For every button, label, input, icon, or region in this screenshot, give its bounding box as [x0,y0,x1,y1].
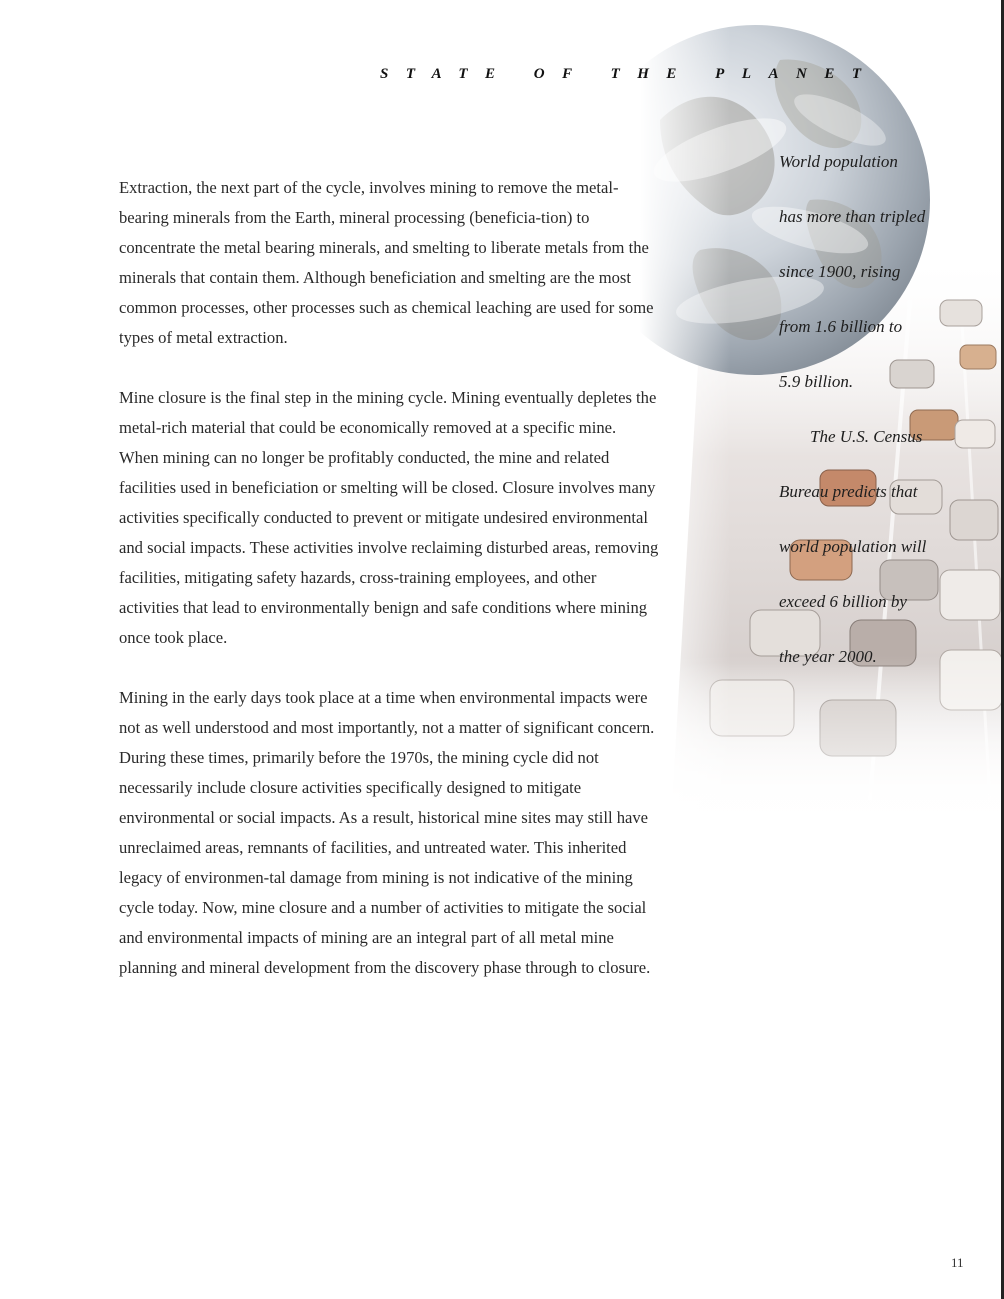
main-body-text [119,173,659,1013]
sidebar-line: from 1.6 billion to [779,317,903,336]
sidebar-line: Bureau predicts that [779,482,918,501]
running-header: STATE OF THE PLANET [380,66,879,82]
paragraph-early-mining: Mining in the early days took place at a time when environmental impacts were not as well understood and most importantly, not a matter of significant concern. During these times, primarily before the 1970s, the mining cycle did not necessarily include closure activities specifically designed to mitigate environmental or social impacts. As a result, historical mine sites may still have unreclaimed areas, remnants of facilities, and untreated water. This inherited legacy of environmen-tal damage from mining is not indicative of the mining cycle today. Now, mine closure and a number of activities to mitigate the social and environmental impacts of mining are an integral part of all metal mine planning and mineral development from the discovery phase through to closure. [119,688,655,977]
sidebar-line: has more than tripled [779,207,926,226]
sidebar-pull-quote [779,134,979,684]
sidebar-line: The U.S. Census [810,427,923,446]
page-number: 11 [951,1255,964,1270]
sidebar-line: exceed 6 billion by [779,592,907,611]
paragraph-mine-closure: Mine closure is the final step in the mining cycle. Mining eventually depletes the metal-rich material that could be economically removed at a specific mine. When mining can no longer be profitably conducted, the mine and related facilities used in beneficiation or smelting will be closed. Closure involves many activities specifically conducted to prevent or mitigate undesired environmental and social impacts. These activities involve reclaiming disturbed areas, removing facilities, mitigating safety hazards, cross-training employees, and other activities that lead to environmentally benign and safe conditions where mining once took place. [119,388,659,647]
paragraph-extraction: Extraction, the next part of the cycle, involves mining to remove the metal-bearing minerals from the Earth, mineral processing (beneficia-tion) to concentrate the metal bearing minerals, and smelting to liberate metals from the minerals that contain them. Although beneficiation and smelting are the most common processes, other processes such as chemical leaching are used for some types of metal extraction. [119,178,654,347]
sidebar-line: world population will [779,537,927,556]
sidebar-line: since 1900, rising [779,262,901,281]
sidebar-line: 5.9 billion. [779,372,854,391]
sidebar-line: the year 2000. [779,647,877,666]
sidebar-line: World population [779,152,898,171]
